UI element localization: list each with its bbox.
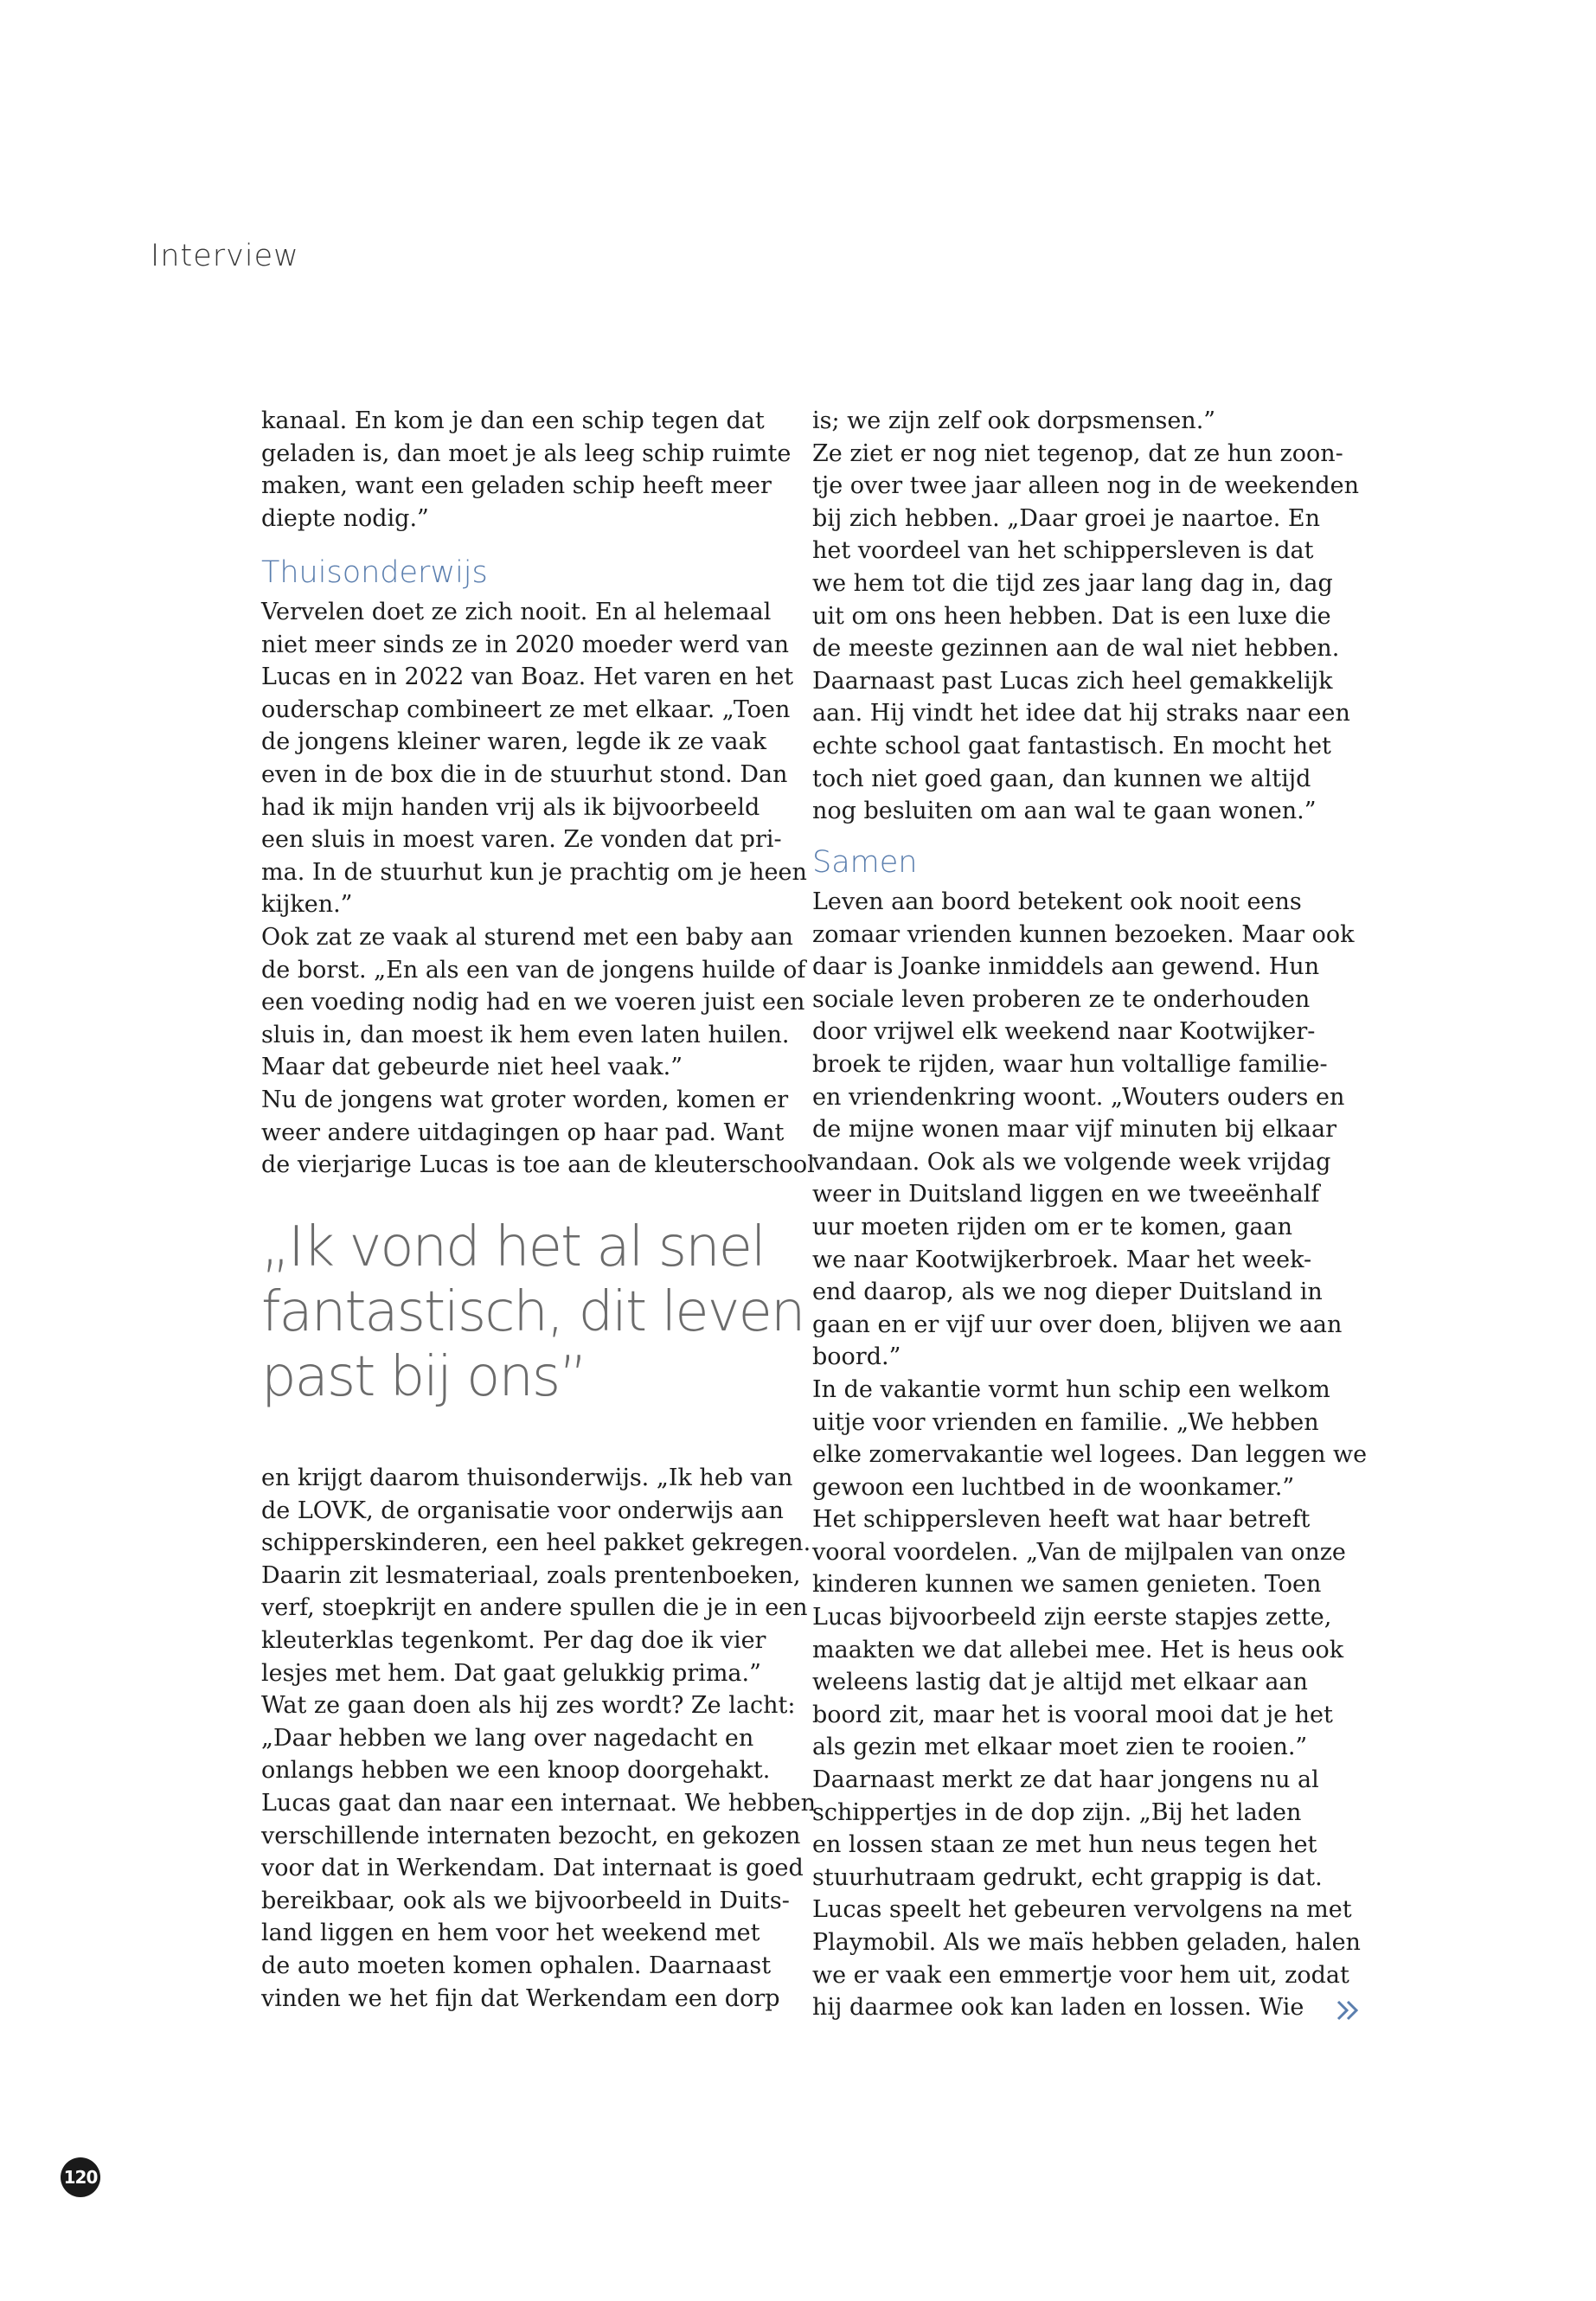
text-line: uitje voor vrienden en familie. „We hebben (812, 1408, 1319, 1436)
text-line: kanaal. En kom je dan een schip tegen dat (261, 407, 765, 434)
column-1-top (261, 405, 792, 535)
text-line: Lucas gaat dan naar een internaat. We hebben (261, 1789, 817, 1817)
text-line: weer andere uitdagingen op haar pad. Want (261, 1118, 785, 1146)
text-line: gewoon een luchtbed in de woonkamer.” (812, 1473, 1295, 1501)
text-line: als gezin met elkaar moet zien te rooien.” (812, 1734, 1308, 1761)
text-line: diepte nodig.” (261, 504, 429, 532)
text-line: verf, stoepkrijt en andere spullen die je in een (261, 1594, 808, 1622)
text-line: kijken.” (261, 891, 353, 919)
text-line: „Daar hebben we lang over nagedacht en (261, 1724, 754, 1752)
text-line: ouderschap combineert ze met elkaar. „Toen (261, 695, 791, 723)
text-line: stuurhutraam gedrukt, echt grappig is dat. (812, 1863, 1323, 1891)
text-line: echte school gaat fantastisch. En mocht het (812, 732, 1331, 760)
text-line: zomaar vrienden kunnen bezoeken. Maar ook (812, 920, 1355, 948)
text-line: schipperskinderen, een heel pakket gekregen. (261, 1529, 811, 1557)
text-line: en lossen staan ze met hun neus tegen het (812, 1831, 1317, 1859)
section-label: Interview (151, 239, 299, 273)
column-1-bottom (261, 1462, 817, 2015)
text-line: een sluis in moest varen. Ze vonden dat pri- (261, 826, 782, 854)
text-line: de auto moeten komen ophalen. Daarnaast (261, 1952, 772, 1979)
text-line: vinden we het fijn dat Werkendam een dorp (261, 1984, 780, 2012)
text-line: voor dat in Werkendam. Dat internaat is goed (261, 1855, 804, 1882)
text-line: is; we zijn zelf ook dorpsmensen.” (812, 407, 1216, 434)
text-line: door vrijwel elk weekend naar Kootwijker- (812, 1018, 1316, 1046)
text-line: Vervelen doet ze zich nooit. En al helemaal (261, 599, 772, 625)
text-line: had ik mijn handen vrij als ik bijvoorbeeld (261, 793, 760, 821)
text-line: de vierjarige Lucas is toe aan de kleuterschool (261, 1151, 815, 1179)
text-line: Lucas bijvoorbeeld zijn eerste stapjes zette, (812, 1604, 1332, 1631)
text-line: schippertjes in de dop zijn. „Bij het laden (812, 1798, 1302, 1826)
text-line: de borst. „En als een van de jongens huilde of (261, 956, 806, 984)
text-line: ma. In de stuurhut kun je prachtig om je heen (261, 858, 807, 886)
text-line: Ook zat ze vaak al sturend met een baby aan (261, 923, 793, 951)
subhead-thuisonderwijs: Thuisonderwijs (261, 555, 488, 590)
text-line: en krijgt daarom thuisonderwijs. „Ik heb van (261, 1465, 793, 1491)
text-line: broek te rijden, waar hun voltallige familie- (812, 1050, 1328, 1078)
text-line: en vriendenkring woont. „Wouters ouders en (812, 1083, 1345, 1111)
text-line: Daarnaast merkt ze dat haar jongens nu al (812, 1766, 1319, 1794)
text-line: weleens lastig dat je altijd met elkaar aan (812, 1669, 1308, 1696)
text-line: bij zich hebben. „Daar groei je naartoe. En (812, 504, 1321, 532)
text-line: tje over twee jaar alleen nog in de weekenden (812, 472, 1360, 500)
text-line: onlangs hebben we een knoop doorgehakt. (261, 1757, 771, 1785)
column-2-bottom (812, 886, 1368, 2024)
text-line: aan. Hij vindt het idee dat hij straks naar een (812, 700, 1350, 727)
text-line: sociale leven proberen ze te onderhouden (812, 985, 1311, 1013)
text-line: nog besluiten om aan wal te gaan wonen.” (812, 798, 1317, 825)
text-line: uur moeten rijden om er te komen, gaan (812, 1213, 1292, 1240)
pull-quote: „Ik vond het al snel fantastisch, dit leven past bij ons” (261, 1215, 804, 1409)
text-line: Het schippersleven heeft wat haar betreft (812, 1506, 1311, 1534)
continue-arrow (1336, 1998, 1362, 2026)
text-line: Nu de jongens wat groter worden, komen er (261, 1086, 789, 1113)
text-line: het voordeel van het schippersleven is dat (812, 537, 1314, 565)
text-line: hij daarmee ook kan laden en lossen. Wie (812, 1994, 1304, 2022)
text-line: land liggen en hem voor het weekend met (261, 1920, 760, 1947)
text-line: even in de box die in de stuurhut stond. Dan (261, 760, 788, 788)
column-1-middle (261, 596, 815, 1182)
text-line: In de vakantie vormt hun schip een welkom (812, 1375, 1330, 1403)
text-line: bereikbaar, ook als we bijvoorbeeld in Duits- (261, 1887, 790, 1914)
text-line: gaan en er vijf uur over doen, blijven we aan (812, 1311, 1343, 1338)
text-line: lesjes met hem. Dat gaat gelukkig prima.” (261, 1659, 761, 1687)
text-line: we hem tot die tijd zes jaar lang dag in, dag (812, 569, 1333, 597)
text-line: een voeding nodig had en we voeren juist een (261, 989, 805, 1016)
text-line: Playmobil. Als we maïs hebben geladen, halen (812, 1929, 1361, 1956)
text-line: Leven aan boord betekent ook nooit eens (812, 888, 1302, 915)
text-line: Ze ziet er nog niet tegenop, dat ze hun zoon- (812, 439, 1343, 467)
text-line: end daarop, als we nog dieper Duitsland in (812, 1279, 1323, 1306)
text-line: maakten we dat allebei mee. Het is heus ook (812, 1636, 1344, 1663)
text-line: boord zit, maar het is vooral mooi dat je het (812, 1701, 1333, 1728)
text-line: Wat ze gaan doen als hij zes wordt? Ze lacht: (261, 1692, 796, 1720)
text-line: verschillende internaten bezocht, en gekozen (261, 1822, 801, 1849)
text-line: Daarnaast past Lucas zich heel gemakkelijk (812, 667, 1333, 695)
text-line: sluis in, dan moest ik hem even laten huilen. (261, 1021, 790, 1048)
text-line: de mijne wonen maar vijf minuten bij elkaar (812, 1116, 1336, 1144)
text-line: Daarin zit lesmateriaal, zoals prentenboeken, (261, 1561, 801, 1589)
column-2-top (812, 405, 1360, 828)
text-line: weer in Duitsland liggen en we tweeënhalf (812, 1181, 1320, 1208)
text-line: uit om ons heen hebben. Dat is een luxe die (812, 602, 1331, 630)
text-line: kleuterklas tegenkomt. Per dag doe ik vier (261, 1626, 766, 1654)
text-line: Lucas speelt het gebeuren vervolgens na met (812, 1896, 1352, 1924)
text-line: de meeste gezinnen aan de wal niet hebben. (812, 635, 1340, 663)
text-line: vooral voordelen. „Van de mijlpalen van onze (812, 1538, 1346, 1566)
text-line: vandaan. Ook als we volgende week vrijdag (812, 1148, 1331, 1176)
text-line: geladen is, dan moet je als leeg schip ruimte (261, 439, 792, 467)
text-line: Maar dat gebeurde niet heel vaak.” (261, 1054, 683, 1081)
text-line: boord.” (812, 1343, 901, 1371)
text-line: daar is Joanke inmiddels aan gewend. Hun (812, 953, 1320, 981)
text-line: Lucas en in 2022 van Boaz. Het varen en het (261, 663, 794, 691)
double-chevron-right-icon (1336, 1998, 1362, 2022)
text-line: toch niet goed gaan, dan kunnen we altijd (812, 765, 1311, 792)
text-line: maken, want een geladen schip heeft meer (261, 472, 772, 500)
text-line: de LOVK, de organisatie voor onderwijs aan (261, 1497, 784, 1524)
text-line: we naar Kootwijkerbroek. Maar het week- (812, 1246, 1312, 1273)
text-line: elke zomervakantie wel logees. Dan leggen we (812, 1441, 1368, 1469)
page-number: 120 (61, 2157, 100, 2197)
text-line: niet meer sinds ze in 2020 moeder werd van (261, 631, 789, 658)
text-line: we er vaak een emmertje voor hem uit, zodat (812, 1961, 1349, 1989)
subhead-samen: Samen (812, 845, 918, 880)
text-line: de jongens kleiner waren, legde ik ze vaak (261, 728, 766, 756)
text-line: kinderen kunnen we samen genieten. Toen (812, 1571, 1322, 1599)
